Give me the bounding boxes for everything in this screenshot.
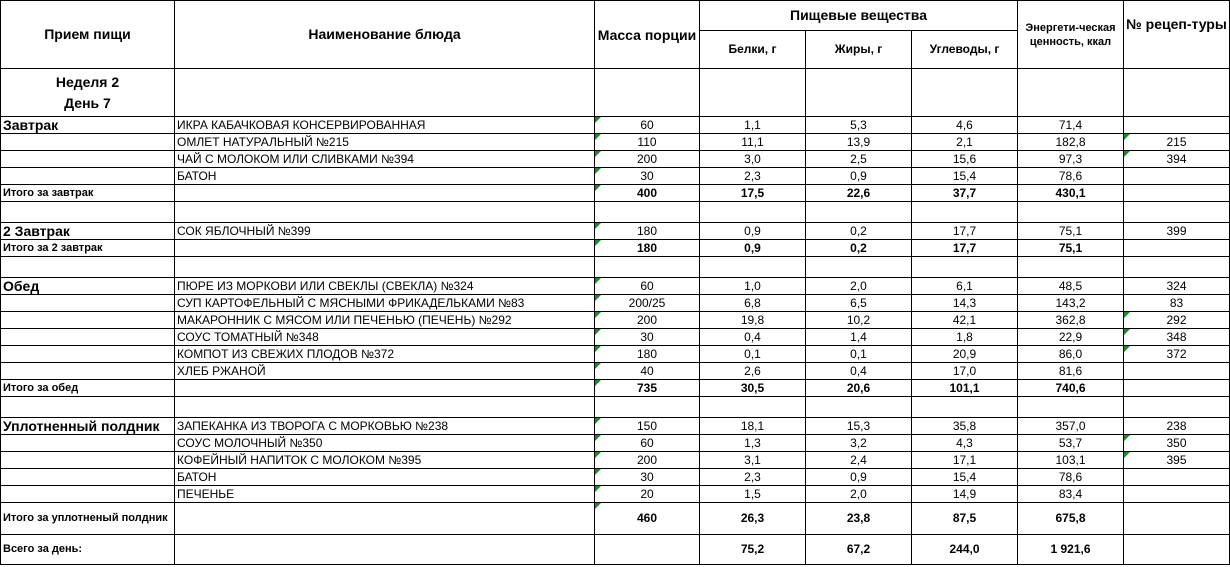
week-label: Неделя 2 — [55, 74, 120, 90]
total-mass: 735 — [595, 380, 700, 397]
energy-cell: 86,0 — [1018, 346, 1124, 363]
total-mass: 460 — [595, 503, 700, 535]
recipe-cell: 215 — [1124, 134, 1230, 151]
carbs-cell: 4,6 — [912, 117, 1018, 134]
energy-cell: 48,5 — [1018, 278, 1124, 295]
total-label: Итого за обед — [1, 380, 175, 397]
dish-name: ЧАЙ С МОЛОКОМ ИЛИ СЛИВКАМИ №394 — [175, 151, 595, 168]
dish-name: СОУС ТОМАТНЫЙ №348 — [175, 329, 595, 346]
header-recipe: № рецеп-туры — [1124, 1, 1230, 69]
recipe-cell: 395 — [1124, 452, 1230, 469]
total-protein: 17,5 — [700, 185, 806, 202]
protein-cell: 18,1 — [700, 418, 806, 435]
meal-name-breakfast2: 2 Завтрак — [1, 223, 175, 240]
dish-name: ХЛЕБ РЖАНОЙ — [175, 363, 595, 380]
dish-name: СОК ЯБЛОЧНЫЙ №399 — [175, 223, 595, 240]
total-energy: 675,8 — [1018, 503, 1124, 535]
recipe-cell: 348 — [1124, 329, 1230, 346]
week-day-cell — [1, 69, 175, 117]
mass-cell: 200/25 — [595, 295, 700, 312]
dish-name: КОМПОТ ИЗ СВЕЖИХ ПЛОДОВ №372 — [175, 346, 595, 363]
fat-cell: 0,9 — [806, 168, 912, 185]
fat-cell: 2,0 — [806, 486, 912, 503]
table-row — [1, 435, 1230, 452]
energy-cell: 103,1 — [1018, 452, 1124, 469]
header-dish: Наименование блюда — [175, 1, 595, 69]
table-row — [1, 117, 1230, 134]
table-row — [1, 278, 1230, 295]
total-label: Итого за 2 завтрак — [1, 240, 175, 257]
carbs-cell: 42,1 — [912, 312, 1018, 329]
fat-cell: 13,9 — [806, 134, 912, 151]
day-total-label: Всего за день: — [1, 535, 175, 565]
recipe-cell — [1124, 486, 1230, 503]
dish-name: ОМЛЕТ НАТУРАЛЬНЫЙ №215 — [175, 134, 595, 151]
total-row — [1, 185, 1230, 202]
fat-cell: 1,4 — [806, 329, 912, 346]
recipe-cell — [1124, 469, 1230, 486]
carbs-cell: 6,1 — [912, 278, 1018, 295]
total-carbs: 37,7 — [912, 185, 1018, 202]
header-fat: Жиры, г — [806, 31, 912, 69]
meal-name-breakfast: Завтрак — [1, 117, 175, 134]
energy-cell: 182,8 — [1018, 134, 1124, 151]
mass-cell: 30 — [595, 168, 700, 185]
protein-cell: 0,1 — [700, 346, 806, 363]
dish-name: ЗАПЕКАНКА ИЗ ТВОРОГА С МОРКОВЬЮ №238 — [175, 418, 595, 435]
fat-cell: 5,3 — [806, 117, 912, 134]
protein-cell: 1,1 — [700, 117, 806, 134]
total-energy: 75,1 — [1018, 240, 1124, 257]
dish-name: ПЮРЕ ИЗ МОРКОВИ ИЛИ СВЕКЛЫ (СВЕКЛА) №324 — [175, 278, 595, 295]
table-row — [1, 418, 1230, 435]
total-fat: 23,8 — [806, 503, 912, 535]
carbs-cell: 2,1 — [912, 134, 1018, 151]
table-row — [1, 346, 1230, 363]
table-row — [1, 452, 1230, 469]
total-label: Итого за уплотненый полдник — [1, 503, 175, 535]
fat-cell: 15,3 — [806, 418, 912, 435]
mass-cell: 60 — [595, 117, 700, 134]
mass-cell: 30 — [595, 469, 700, 486]
protein-cell: 3,1 — [700, 452, 806, 469]
fat-cell: 2,0 — [806, 278, 912, 295]
dish-name: ПЕЧЕНЬЕ — [175, 486, 595, 503]
dish-name: СОУС МОЛОЧНЫЙ №350 — [175, 435, 595, 452]
meal-name-snack: Уплотненный полдник — [1, 418, 175, 435]
table-row — [1, 486, 1230, 503]
dish-name: БАТОН — [175, 168, 595, 185]
table-row — [1, 363, 1230, 380]
recipe-cell: 292 — [1124, 312, 1230, 329]
energy-cell: 81,6 — [1018, 363, 1124, 380]
mass-cell: 40 — [595, 363, 700, 380]
dish-name: БАТОН — [175, 469, 595, 486]
total-protein: 0,9 — [700, 240, 806, 257]
dish-name: КОФЕЙНЫЙ НАПИТОК С МОЛОКОМ №395 — [175, 452, 595, 469]
mass-cell: 180 — [595, 223, 700, 240]
mass-cell: 110 — [595, 134, 700, 151]
total-fat: 22,6 — [806, 185, 912, 202]
energy-cell: 83,4 — [1018, 486, 1124, 503]
total-label: Итого за завтрак — [1, 185, 175, 202]
carbs-cell: 14,9 — [912, 486, 1018, 503]
carbs-cell: 17,7 — [912, 223, 1018, 240]
fat-cell: 2,4 — [806, 452, 912, 469]
energy-cell: 78,6 — [1018, 168, 1124, 185]
table-row — [1, 151, 1230, 168]
total-fat: 20,6 — [806, 380, 912, 397]
day-total-energy: 1 921,6 — [1018, 535, 1124, 565]
fat-cell: 0,4 — [806, 363, 912, 380]
header-protein: Белки, г — [700, 31, 806, 69]
dish-name: СУП КАРТОФЕЛЬНЫЙ С МЯСНЫМИ ФРИКАДЕЛЬКАМИ №83 — [175, 295, 595, 312]
total-protein: 30,5 — [700, 380, 806, 397]
fat-cell: 6,5 — [806, 295, 912, 312]
table-row — [1, 223, 1230, 240]
carbs-cell: 17,0 — [912, 363, 1018, 380]
energy-cell: 75,1 — [1018, 223, 1124, 240]
recipe-cell: 399 — [1124, 223, 1230, 240]
protein-cell: 11,1 — [700, 134, 806, 151]
mass-cell: 200 — [595, 452, 700, 469]
table-row — [1, 134, 1230, 151]
day-total-fat: 67,2 — [806, 535, 912, 565]
fat-cell: 3,2 — [806, 435, 912, 452]
protein-cell: 1,3 — [700, 435, 806, 452]
total-row — [1, 240, 1230, 257]
dish-name: МАКАРОННИК С МЯСОМ ИЛИ ПЕЧЕНЬЮ (ПЕЧЕНЬ) №292 — [175, 312, 595, 329]
recipe-cell: 83 — [1124, 295, 1230, 312]
fat-cell: 2,5 — [806, 151, 912, 168]
carbs-cell: 35,8 — [912, 418, 1018, 435]
day-label: День 7 — [64, 95, 111, 111]
total-row — [1, 380, 1230, 397]
protein-cell: 2,3 — [700, 168, 806, 185]
table-row — [1, 295, 1230, 312]
energy-cell: 362,8 — [1018, 312, 1124, 329]
day-total-carbs: 244,0 — [912, 535, 1018, 565]
mass-cell: 30 — [595, 329, 700, 346]
carbs-cell: 1,8 — [912, 329, 1018, 346]
protein-cell: 3,0 — [700, 151, 806, 168]
carbs-cell: 14,3 — [912, 295, 1018, 312]
carbs-cell: 4,3 — [912, 435, 1018, 452]
carbs-cell: 20,9 — [912, 346, 1018, 363]
total-energy: 740,6 — [1018, 380, 1124, 397]
meal-name-lunch: Обед — [1, 278, 175, 295]
mass-cell: 200 — [595, 151, 700, 168]
protein-cell: 2,6 — [700, 363, 806, 380]
protein-cell: 1,0 — [700, 278, 806, 295]
recipe-cell: 238 — [1124, 418, 1230, 435]
total-carbs: 101,1 — [912, 380, 1018, 397]
recipe-cell: 350 — [1124, 435, 1230, 452]
total-protein: 26,3 — [700, 503, 806, 535]
recipe-cell — [1124, 363, 1230, 380]
total-energy: 430,1 — [1018, 185, 1124, 202]
total-mass: 180 — [595, 240, 700, 257]
header-meal: Прием пищи — [1, 1, 175, 69]
energy-cell: 357,0 — [1018, 418, 1124, 435]
table-row — [1, 329, 1230, 346]
dish-name: ИКРА КАБАЧКОВАЯ КОНСЕРВИРОВАННАЯ — [175, 117, 595, 134]
mass-cell: 200 — [595, 312, 700, 329]
mass-cell: 150 — [595, 418, 700, 435]
mass-cell: 60 — [595, 278, 700, 295]
recipe-cell: 324 — [1124, 278, 1230, 295]
recipe-cell — [1124, 117, 1230, 134]
protein-cell: 6,8 — [700, 295, 806, 312]
protein-cell: 1,5 — [700, 486, 806, 503]
protein-cell: 0,4 — [700, 329, 806, 346]
mass-cell: 20 — [595, 486, 700, 503]
protein-cell: 19,8 — [700, 312, 806, 329]
mass-cell: 180 — [595, 346, 700, 363]
carbs-cell: 15,6 — [912, 151, 1018, 168]
energy-cell: 53,7 — [1018, 435, 1124, 452]
recipe-cell: 394 — [1124, 151, 1230, 168]
day-total-protein: 75,2 — [700, 535, 806, 565]
energy-cell: 22,9 — [1018, 329, 1124, 346]
total-row — [1, 503, 1230, 535]
protein-cell: 0,9 — [700, 223, 806, 240]
recipe-cell: 372 — [1124, 346, 1230, 363]
energy-cell: 71,4 — [1018, 117, 1124, 134]
header-nutrients: Пищевые вещества — [700, 1, 1018, 31]
total-carbs: 17,7 — [912, 240, 1018, 257]
total-fat: 0,2 — [806, 240, 912, 257]
energy-cell: 78,6 — [1018, 469, 1124, 486]
fat-cell: 0,2 — [806, 223, 912, 240]
carbs-cell: 17,1 — [912, 452, 1018, 469]
table-row — [1, 312, 1230, 329]
energy-cell: 143,2 — [1018, 295, 1124, 312]
protein-cell: 2,3 — [700, 469, 806, 486]
table-row — [1, 469, 1230, 486]
total-carbs: 87,5 — [912, 503, 1018, 535]
fat-cell: 0,9 — [806, 469, 912, 486]
header-mass: Масса порции — [595, 1, 700, 69]
total-mass: 400 — [595, 185, 700, 202]
energy-cell: 97,3 — [1018, 151, 1124, 168]
carbs-cell: 15,4 — [912, 469, 1018, 486]
day-total-row — [1, 535, 1230, 565]
table-row — [1, 168, 1230, 185]
fat-cell: 0,1 — [806, 346, 912, 363]
recipe-cell — [1124, 168, 1230, 185]
mass-cell: 60 — [595, 435, 700, 452]
carbs-cell: 15,4 — [912, 168, 1018, 185]
fat-cell: 10,2 — [806, 312, 912, 329]
header-energy: Энергети-ческая ценность, ккал — [1018, 1, 1124, 69]
header-carbs: Углеводы, г — [912, 31, 1018, 69]
